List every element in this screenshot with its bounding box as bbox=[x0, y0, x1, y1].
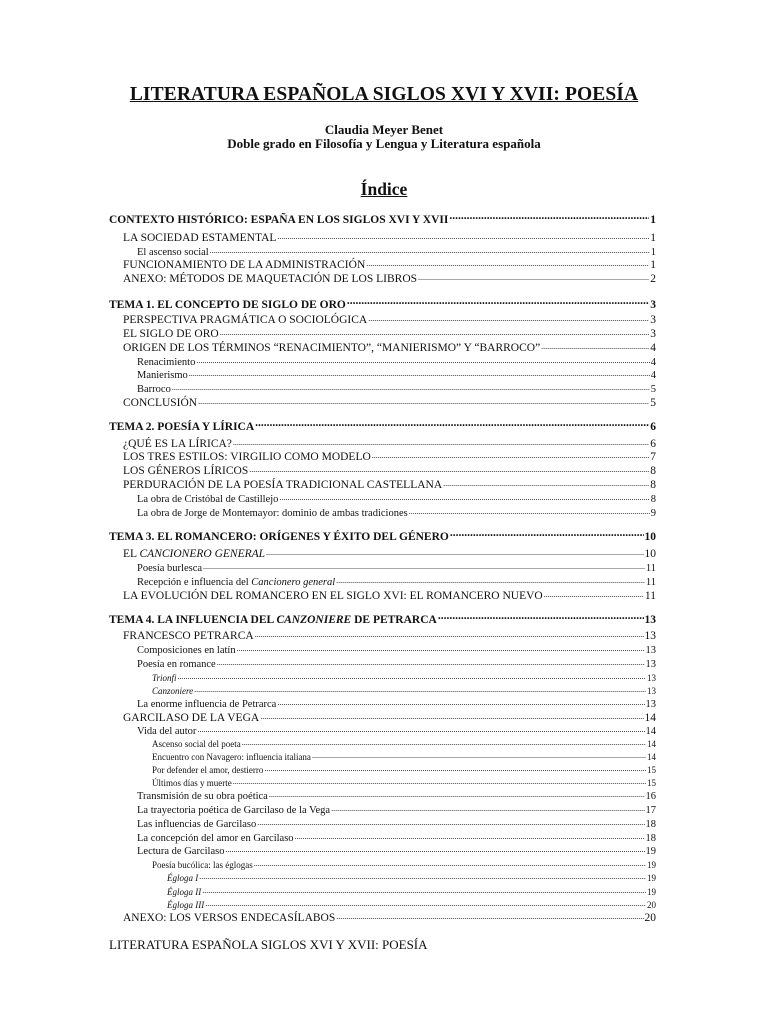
toc-entry-label: Poesía bucólica: las églogas bbox=[152, 860, 253, 870]
toc-entry-label: ANEXO: LOS VERSOS ENDECASÍLABOS bbox=[123, 912, 336, 924]
toc-page-number: 1 bbox=[650, 247, 656, 258]
toc-page-number: 5 bbox=[650, 384, 656, 395]
toc-entry-label: Poesía en romance bbox=[137, 659, 216, 670]
toc-leader-dots bbox=[194, 686, 646, 694]
toc-leader-dots bbox=[266, 549, 643, 557]
toc-entry-label: EL SIGLO DE ORO bbox=[123, 328, 219, 340]
toc-entry-label: CONCLUSIÓN bbox=[123, 397, 198, 409]
toc-entry[interactable] bbox=[109, 645, 656, 657]
toc-leader-dots bbox=[366, 260, 649, 268]
toc-page-number: 13 bbox=[644, 613, 656, 626]
toc-leader-dots bbox=[336, 913, 643, 921]
toc-entry-label: LOS TRES ESTILOS: VIRGILIO COMO MODELO bbox=[123, 451, 371, 463]
toc-page-number: 9 bbox=[650, 508, 656, 519]
toc-entry[interactable] bbox=[109, 439, 656, 451]
toc-entry[interactable] bbox=[109, 508, 656, 520]
toc-entry[interactable] bbox=[109, 480, 656, 492]
toc-entry[interactable] bbox=[109, 329, 656, 341]
toc-leader-dots bbox=[449, 211, 649, 223]
toc-entry-label bbox=[123, 549, 265, 561]
toc-page-number: 11 bbox=[644, 590, 656, 602]
toc-page-number: 18 bbox=[645, 833, 656, 844]
toc-leader-dots bbox=[279, 494, 649, 502]
toc-leader-dots bbox=[347, 296, 649, 308]
toc-entry-label: LA SOCIEDAD ESTAMENTAL bbox=[123, 232, 277, 244]
toc-page-number: 18 bbox=[645, 819, 656, 830]
toc-entry-label: La obra de Jorge de Montemayor: dominio de ambas tradiciones bbox=[137, 508, 408, 519]
toc-entry-label: La trayectoria poética de Garcilaso de la Vega bbox=[137, 805, 331, 816]
toc-entry-label: La concepción del amor en Garcilaso bbox=[137, 833, 294, 844]
toc-leader-dots bbox=[189, 370, 650, 378]
document-title: LITERATURA ESPAÑOLA SIGLOS XVI Y XVII: POESÍA bbox=[129, 84, 639, 105]
toc-entry[interactable] bbox=[109, 819, 656, 831]
toc-page-number: 19 bbox=[647, 860, 656, 870]
toc-leader-dots bbox=[541, 343, 649, 351]
toc-leader-dots bbox=[225, 846, 644, 854]
toc-entry[interactable] bbox=[109, 528, 656, 543]
toc-leader-dots bbox=[438, 611, 644, 623]
toc-page-number: 19 bbox=[647, 873, 656, 883]
toc-page-number: 14 bbox=[647, 752, 656, 762]
toc-page-number: 8 bbox=[650, 494, 656, 505]
toc-entry-label: Últimos días y muerte bbox=[152, 778, 232, 788]
toc-page-number: 13 bbox=[645, 659, 656, 670]
toc-leader-dots bbox=[336, 577, 645, 585]
toc-entry-label: Composiciones en latín bbox=[137, 645, 236, 656]
toc-page-number: 10 bbox=[644, 530, 656, 543]
toc-leader-dots bbox=[242, 739, 646, 747]
toc-leader-dots bbox=[203, 563, 645, 571]
toc-entry-label bbox=[137, 578, 335, 589]
toc-entry-label: Barroco bbox=[137, 384, 171, 395]
toc-entry-label: Vida del autor bbox=[137, 726, 197, 737]
toc-leader-dots bbox=[220, 329, 650, 337]
toc-entry[interactable] bbox=[109, 211, 656, 226]
toc-entry-label: Lectura de Garcilaso bbox=[137, 846, 225, 857]
toc-entry[interactable] bbox=[109, 452, 656, 464]
toc-entry[interactable] bbox=[109, 466, 656, 478]
toc-entry-label: LA EVOLUCIÓN DEL ROMANCERO EN EL SIGLO XVI: EL ROMANCERO NUEVO bbox=[123, 590, 543, 602]
toc-entry-label: Encuentro con Navagero: influencia italiana bbox=[152, 752, 311, 762]
toc-leader-dots bbox=[205, 900, 646, 908]
toc-leader-dots bbox=[409, 508, 650, 516]
toc-entry-label-pre: EL bbox=[123, 548, 140, 560]
toc-entry[interactable] bbox=[109, 591, 656, 603]
toc-entry[interactable] bbox=[109, 611, 656, 626]
toc-entry-label: Transmisión de su obra poética bbox=[137, 791, 268, 802]
toc-entry-label bbox=[167, 888, 201, 897]
toc-entry-label: TEMA 1. EL CONCEPTO DE SIGLO DE ORO bbox=[109, 298, 346, 311]
toc-entry[interactable] bbox=[109, 357, 656, 369]
toc-entry-label: PERSPECTIVA PRAGMÁTICA O SOCIOLÓGICA bbox=[123, 314, 368, 326]
toc-page-number: 10 bbox=[644, 548, 656, 560]
toc-leader-dots bbox=[544, 591, 644, 599]
toc-leader-dots bbox=[233, 439, 649, 447]
toc-entry-label: Poesía burlesca bbox=[137, 563, 203, 574]
author-name: Claudia Meyer Benet bbox=[324, 122, 444, 137]
toc-entry-label-italic: Égloga II bbox=[167, 887, 202, 897]
toc-page-number: 13 bbox=[647, 686, 656, 696]
toc-entry[interactable] bbox=[109, 260, 656, 272]
toc-page-number: 19 bbox=[645, 846, 656, 857]
page-footer: LITERATURA ESPAÑOLA SIGLOS XVI Y XVII: POESÍA bbox=[109, 937, 428, 952]
toc-entry[interactable] bbox=[109, 343, 656, 355]
toc-entry[interactable] bbox=[109, 384, 656, 396]
toc-entry[interactable] bbox=[109, 577, 656, 589]
toc-page-number: 13 bbox=[645, 645, 656, 656]
toc-page-number: 8 bbox=[650, 465, 656, 477]
toc-entry-label: ¿QUÉ ES LA LÍRICA? bbox=[123, 438, 232, 450]
toc-entry[interactable] bbox=[109, 494, 656, 506]
toc-entry-label bbox=[152, 687, 193, 696]
toc-leader-dots bbox=[418, 274, 649, 282]
toc-page-number: 1 bbox=[650, 232, 656, 244]
index-heading: Índice bbox=[360, 179, 408, 199]
toc-leader-dots bbox=[254, 860, 646, 868]
toc-entry[interactable] bbox=[109, 370, 656, 382]
toc-page-number: 4 bbox=[650, 370, 656, 381]
toc-entry[interactable] bbox=[109, 631, 656, 643]
toc-leader-dots bbox=[312, 752, 646, 760]
toc-leader-dots bbox=[255, 418, 649, 430]
toc-page-number: 16 bbox=[645, 791, 656, 802]
toc-page-number: 13 bbox=[644, 630, 656, 642]
toc-leader-dots bbox=[443, 480, 649, 488]
toc-page-number: 19 bbox=[647, 887, 656, 897]
toc-entry-label-italic: Égloga I bbox=[167, 873, 199, 883]
toc-entry[interactable] bbox=[109, 913, 656, 925]
toc-entry[interactable] bbox=[109, 739, 656, 749]
toc-entry[interactable] bbox=[109, 398, 656, 410]
table-of-contents bbox=[109, 0, 656, 1024]
toc-entry-label bbox=[152, 674, 177, 683]
toc-page-number: 20 bbox=[644, 912, 656, 924]
toc-leader-dots bbox=[260, 713, 643, 721]
toc-page-number: 1 bbox=[650, 213, 656, 226]
toc-leader-dots bbox=[264, 765, 646, 773]
toc-leader-dots bbox=[237, 645, 645, 653]
toc-page-number: 6 bbox=[650, 438, 656, 450]
toc-entry-label: PERDURACIÓN DE LA POESÍA TRADICIONAL CASTELLANA bbox=[123, 479, 443, 491]
toc-leader-dots bbox=[295, 833, 645, 841]
toc-entry-label bbox=[109, 615, 437, 627]
toc-leader-dots bbox=[217, 659, 645, 667]
toc-leader-dots bbox=[257, 819, 644, 827]
toc-leader-dots bbox=[368, 315, 649, 323]
toc-entry-label-italic: Trionfi bbox=[152, 673, 177, 683]
toc-entry[interactable] bbox=[109, 778, 656, 788]
toc-entry-label: El ascenso social bbox=[137, 247, 209, 258]
toc-page-number: 17 bbox=[645, 805, 656, 816]
toc-page-number: 3 bbox=[650, 314, 656, 326]
toc-page-number: 3 bbox=[650, 328, 656, 340]
toc-entry-label: GARCILASO DE LA VEGA bbox=[123, 712, 260, 724]
toc-leader-dots bbox=[172, 384, 650, 392]
toc-entry-label: Renacimiento bbox=[137, 357, 196, 368]
toc-leader-dots bbox=[450, 528, 644, 540]
toc-page-number: 20 bbox=[647, 900, 656, 910]
toc-entry-label bbox=[167, 874, 198, 883]
toc-page-number: 6 bbox=[650, 420, 656, 433]
toc-entry-label: CONTEXTO HISTÓRICO: ESPAÑA EN LOS SIGLOS XVI Y XVII bbox=[109, 213, 449, 226]
toc-entry[interactable] bbox=[109, 765, 656, 775]
toc-entry-label: ORIGEN DE LOS TÉRMINOS “RENACIMIENTO”, “MANIERISMO” Y “BARROCO” bbox=[123, 342, 541, 354]
toc-entry[interactable] bbox=[109, 873, 656, 883]
toc-entry-label: Manierismo bbox=[137, 370, 188, 381]
toc-entry-label: TEMA 2. POESÍA Y LÍRICA bbox=[109, 420, 255, 433]
toc-entry[interactable] bbox=[109, 726, 656, 738]
toc-leader-dots bbox=[277, 233, 649, 241]
toc-entry-label-italic: Canzoniere bbox=[152, 686, 194, 696]
toc-leader-dots bbox=[249, 466, 649, 474]
toc-entry-label-italic: Cancionero general bbox=[251, 577, 336, 588]
toc-entry[interactable] bbox=[109, 833, 656, 845]
toc-leader-dots bbox=[277, 699, 644, 707]
toc-entry-label-pre: TEMA 4. LA INFLUENCIA DEL bbox=[109, 613, 277, 626]
toc-entry-label: FRANCESCO PETRARCA bbox=[123, 630, 254, 642]
toc-entry[interactable] bbox=[109, 752, 656, 762]
toc-page-number: 2 bbox=[650, 273, 656, 285]
toc-entry[interactable] bbox=[109, 900, 656, 910]
toc-page-number: 11 bbox=[645, 563, 656, 574]
toc-entry-label-italic: CANZONIERE bbox=[276, 613, 352, 626]
toc-entry[interactable] bbox=[109, 233, 656, 245]
toc-page-number: 4 bbox=[650, 342, 656, 354]
toc-entry-label-pre: Recepción e influencia del bbox=[137, 577, 252, 588]
toc-page-number: 14 bbox=[647, 739, 656, 749]
toc-leader-dots bbox=[210, 247, 650, 255]
toc-page-number: 13 bbox=[645, 699, 656, 710]
toc-entry-label: Ascenso social del poeta bbox=[152, 739, 241, 749]
toc-entry[interactable] bbox=[109, 713, 656, 725]
toc-page-number: 1 bbox=[650, 259, 656, 271]
toc-entry-label: FUNCIONAMIENTO DE LA ADMINISTRACIÓN bbox=[123, 259, 366, 271]
toc-leader-dots bbox=[233, 778, 646, 786]
toc-page-number: 15 bbox=[647, 778, 656, 788]
toc-entry[interactable] bbox=[109, 860, 656, 870]
toc-entry[interactable] bbox=[109, 563, 656, 575]
toc-leader-dots bbox=[198, 398, 649, 406]
toc-entry-label: La enorme influencia de Petrarca bbox=[137, 699, 277, 710]
toc-entry[interactable] bbox=[109, 887, 656, 897]
toc-page-number: 14 bbox=[644, 712, 656, 724]
toc-entry[interactable] bbox=[109, 805, 656, 817]
toc-entry-label: LOS GÉNEROS LÍRICOS bbox=[123, 465, 249, 477]
toc-entry[interactable] bbox=[109, 673, 656, 683]
toc-page-number: 15 bbox=[647, 765, 656, 775]
degree-name: Doble grado en Filosofía y Lengua y Literatura española bbox=[227, 136, 541, 151]
toc-entry[interactable] bbox=[109, 846, 656, 858]
toc-entry[interactable] bbox=[109, 315, 656, 327]
toc-page-number: 7 bbox=[650, 451, 656, 463]
toc-page-number: 5 bbox=[650, 397, 656, 409]
toc-entry-label bbox=[167, 901, 204, 910]
toc-entry[interactable] bbox=[109, 247, 656, 259]
toc-entry-label: Por defender el amor, destierro bbox=[152, 765, 264, 775]
toc-leader-dots bbox=[178, 673, 646, 681]
toc-leader-dots bbox=[202, 887, 646, 895]
toc-entry[interactable] bbox=[109, 296, 656, 311]
toc-entry-label-italic: CANCIONERO GENERAL bbox=[139, 548, 266, 560]
toc-page-number: 4 bbox=[650, 357, 656, 368]
toc-leader-dots bbox=[269, 791, 645, 799]
toc-leader-dots bbox=[199, 873, 646, 881]
toc-entry[interactable] bbox=[109, 418, 656, 433]
toc-entry-label-italic: Égloga III bbox=[167, 900, 205, 910]
toc-leader-dots bbox=[372, 452, 649, 460]
toc-entry-label: Las influencias de Garcilaso bbox=[137, 819, 257, 830]
toc-page-number: 8 bbox=[650, 479, 656, 491]
toc-entry[interactable] bbox=[109, 791, 656, 803]
toc-entry[interactable] bbox=[109, 274, 656, 286]
toc-entry[interactable] bbox=[109, 659, 656, 671]
toc-page-number: 3 bbox=[650, 298, 656, 311]
toc-entry-label-post: DE PETRARCA bbox=[351, 613, 437, 626]
toc-entry-label: La obra de Cristóbal de Castillejo bbox=[137, 494, 279, 505]
toc-entry[interactable] bbox=[109, 549, 656, 561]
toc-leader-dots bbox=[255, 631, 644, 639]
toc-entry-label: TEMA 3. EL ROMANCERO: ORÍGENES Y ÉXITO DEL GÉNERO bbox=[109, 530, 449, 543]
toc-page-number: 14 bbox=[645, 726, 656, 737]
toc-leader-dots bbox=[196, 357, 649, 365]
toc-page-number: 11 bbox=[645, 577, 656, 588]
toc-entry[interactable] bbox=[109, 686, 656, 696]
toc-page-number: 13 bbox=[647, 673, 656, 683]
toc-entry-label: ANEXO: MÉTODOS DE MAQUETACIÓN DE LOS LIBROS bbox=[123, 273, 418, 285]
toc-leader-dots bbox=[197, 726, 644, 734]
toc-entry[interactable] bbox=[109, 699, 656, 711]
toc-leader-dots bbox=[331, 805, 644, 813]
